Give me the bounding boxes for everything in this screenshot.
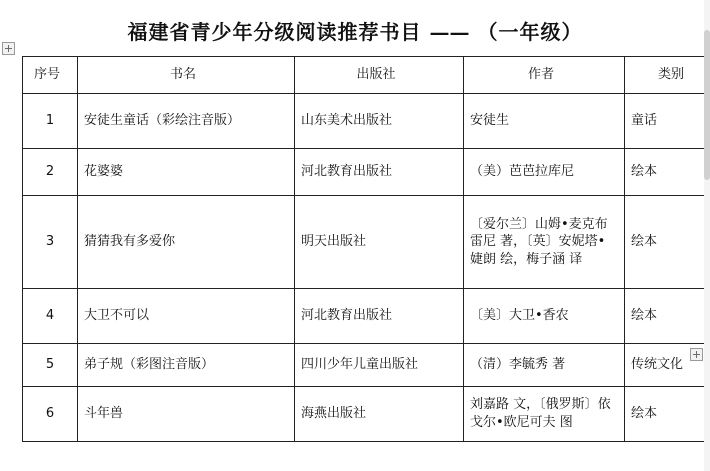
- expand-marker-icon-right[interactable]: [690, 348, 703, 361]
- cell-category: 绘本: [625, 387, 710, 442]
- cell-no: 3: [23, 196, 78, 289]
- table-row: [23, 387, 710, 442]
- column-header-category: 类别: [625, 57, 710, 94]
- column-header-name: 书名: [78, 57, 295, 94]
- cell-name: 弟子规（彩图注音版）: [78, 344, 295, 387]
- table-row: [23, 344, 710, 387]
- column-header-author: 作者: [464, 57, 625, 94]
- cell-name: 安徒生童话（彩绘注音版）: [78, 94, 295, 149]
- table-header-row: [23, 57, 710, 94]
- cell-name: 花婆婆: [78, 149, 295, 196]
- cell-name: 猜猜我有多爱你: [78, 196, 295, 289]
- cell-category: 童话: [625, 94, 710, 149]
- expand-marker-icon-left[interactable]: [2, 42, 15, 55]
- cell-publisher: 明天出版社: [295, 196, 464, 289]
- cell-publisher: 山东美术出版社: [295, 94, 464, 149]
- cell-category: 绘本: [625, 289, 710, 344]
- cell-author: 刘嘉路 文，〔俄罗斯〕依戈尔•欧尼可夫 图: [464, 387, 625, 442]
- vertical-scrollbar[interactable]: [704, 0, 710, 471]
- cell-publisher: 河北教育出版社: [295, 149, 464, 196]
- cell-no: 6: [23, 387, 78, 442]
- cell-no: 4: [23, 289, 78, 344]
- cell-author: （清）李毓秀 著: [464, 344, 625, 387]
- cell-publisher: 河北教育出版社: [295, 289, 464, 344]
- cell-name: 大卫不可以: [78, 289, 295, 344]
- cell-name: 斗年兽: [78, 387, 295, 442]
- cell-publisher: 四川少年儿童出版社: [295, 344, 464, 387]
- book-list-table: [22, 56, 710, 442]
- cell-author: 〔美〕大卫•香农: [464, 289, 625, 344]
- column-header-no: 序号: [23, 57, 78, 94]
- table-row: [23, 149, 710, 196]
- cell-no: 2: [23, 149, 78, 196]
- cell-category: 传统文化: [625, 344, 710, 387]
- table-row: [23, 196, 710, 289]
- cell-category: 绘本: [625, 196, 710, 289]
- cell-author: 〔爱尔兰〕山姆•麦克布雷尼 著，〔英〕安妮塔•婕朗 绘，梅子涵 译: [464, 196, 625, 289]
- table-row: [23, 289, 710, 344]
- page-title: [0, 16, 710, 45]
- cell-no: 5: [23, 344, 78, 387]
- table-row: [23, 94, 710, 149]
- cell-publisher: 海燕出版社: [295, 387, 464, 442]
- cell-author: 安徒生: [464, 94, 625, 149]
- page-title-dash: ——: [429, 20, 470, 44]
- page-title-main: 福建省青少年分级阅读推荐书目: [127, 20, 422, 44]
- cell-category: 绘本: [625, 149, 710, 196]
- cell-author: （美）芭芭拉库尼: [464, 149, 625, 196]
- scrollbar-thumb[interactable]: [704, 30, 710, 180]
- column-header-publisher: 出版社: [295, 57, 464, 94]
- page-title-grade: （一年级）: [477, 20, 583, 44]
- cell-no: 1: [23, 94, 78, 149]
